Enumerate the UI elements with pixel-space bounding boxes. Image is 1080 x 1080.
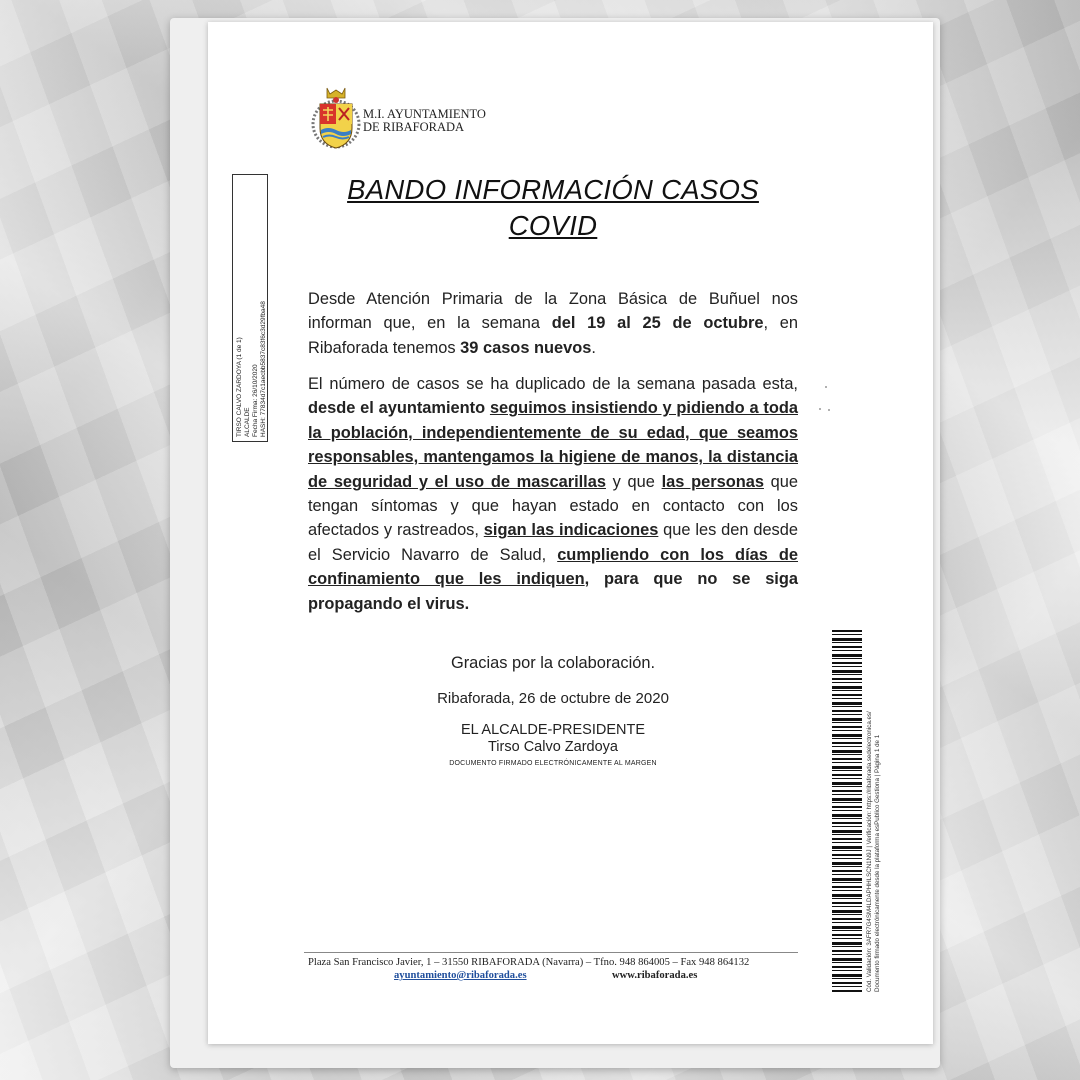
p2-underlined-1: seguimos insistiendo y pidiendo a toda la población, independientemente de su edad, que seamos responsables, mantengamos la higiene de manos, la distancia de seguridad y el uso de mascarillas bbox=[308, 399, 798, 491]
paragraph-appeal bbox=[308, 372, 798, 616]
p2-text-3: y que bbox=[605, 472, 662, 491]
signature-line-3: Fecha Firma: 26/10/2020 bbox=[252, 364, 259, 437]
verification-text bbox=[866, 652, 906, 992]
signer-role: EL ALCALDE-PRESIDENTE bbox=[461, 722, 645, 738]
signature-line-4: HASH: 77834d7c1aecbb5837c83f6c3d29fba48 bbox=[260, 301, 267, 437]
footer-website-link[interactable]: www.ribaforada.es bbox=[612, 970, 698, 981]
paragraph-intro bbox=[308, 287, 798, 360]
p2-text-4: que tengan síntomas y que hayan estado en contacto con los afectados y rastreados, bbox=[308, 472, 798, 540]
p2-text-1: El número de casos se ha duplicado de la semana pasada esta, bbox=[308, 375, 798, 393]
signed-note: DOCUMENTO FIRMADO ELECTRÓNICAMENTE AL MARGEN bbox=[449, 760, 657, 767]
signature-box bbox=[232, 174, 268, 442]
title-line-2: COVID bbox=[508, 210, 598, 241]
footer-email-link[interactable]: ayuntamiento@ribaforada.es bbox=[394, 970, 527, 981]
p2-underlined-3: sigan las indicaciones bbox=[483, 521, 659, 540]
footer-divider bbox=[304, 952, 798, 953]
title-line-1: BANDO INFORMACIÓN CASOS bbox=[347, 174, 759, 205]
org-line-2: DE RIBAFORADA bbox=[363, 120, 465, 134]
p1-case-count: 39 casos nuevos bbox=[460, 338, 592, 357]
p1-text-2: , en Ribaforada tenemos bbox=[308, 314, 798, 357]
p1-text-1: Desde Atención Primaria de la Zona Básica de Buñuel nos informan que, en la semana bbox=[308, 290, 798, 333]
p2-underlined-4: cumpliendo con los días de confinamiento que les indiquen bbox=[308, 545, 799, 589]
scan-speck bbox=[828, 409, 830, 411]
signature-text bbox=[236, 177, 266, 437]
p2-underlined-2: las personas bbox=[661, 472, 764, 491]
document-title bbox=[308, 172, 798, 244]
signature-line-2: ALCALDE bbox=[244, 407, 251, 437]
verification-line-1: Cód. Validación: 3AFR7G4SM4LDAPHHLSCN1N9J | Verificación: https://ribaforada.sedelectronica.es/ bbox=[866, 711, 873, 992]
p1-dates: del 19 al 25 de octubre bbox=[551, 314, 764, 333]
p2-bold-1: desde el ayuntamiento bbox=[308, 399, 486, 418]
document-page bbox=[208, 22, 933, 1044]
scan-speck bbox=[825, 386, 827, 388]
p2-bold-2: , para que no se siga propagando el virus. bbox=[308, 570, 798, 613]
p2-text-5: que les den desde el Servicio Navarro de Salud, bbox=[308, 521, 798, 564]
signature-line-1: TIRSO CALVO ZARDOYA (1 de 1) bbox=[236, 337, 243, 437]
verification-line-2: Documento firmado electrónicamente desde la plataforma esPublico Gestiona | Página 1 de 1 bbox=[874, 734, 881, 992]
scan-speck bbox=[819, 408, 821, 410]
organization-name bbox=[363, 108, 486, 134]
footer-address: Plaza San Francisco Javier, 1 – 31550 RIBAFORADA (Navarra) – Tfno. 948 864005 – Fax 948 864132 bbox=[308, 957, 750, 968]
org-line-1: M.I. AYUNTAMIENTO bbox=[363, 107, 486, 121]
place-date: Ribaforada, 26 de octubre de 2020 bbox=[437, 690, 669, 707]
p1-text-3: . bbox=[591, 338, 596, 357]
validation-barcode bbox=[832, 630, 862, 992]
signer-name: Tirso Calvo Zardoya bbox=[487, 739, 618, 755]
thanks-line: Gracias por la colaboración. bbox=[450, 654, 656, 672]
coat-of-arms-icon bbox=[311, 84, 361, 154]
